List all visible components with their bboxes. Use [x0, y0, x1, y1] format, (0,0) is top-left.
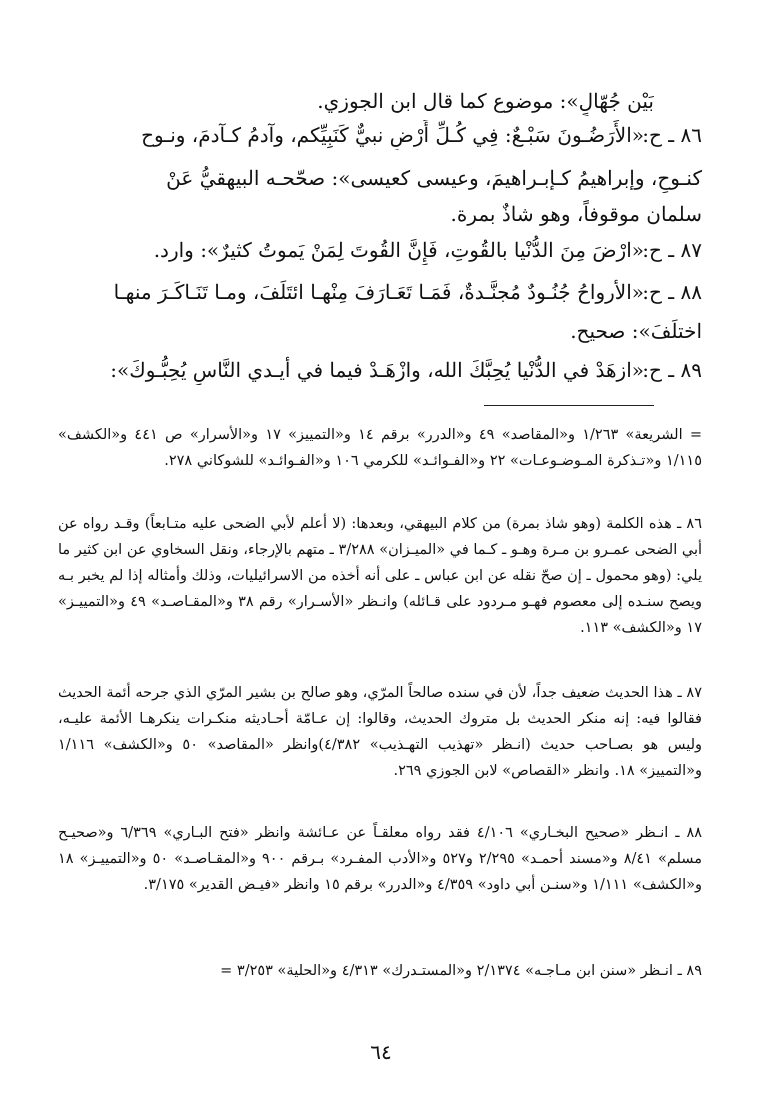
entry-87-line-1: «ارْضَ مِنَ الدُّنْيا بالقُوتِ، فَإِنَّ القُوتَ لِمَنْ يَموتُ كثيرٌ»: وارد. [153, 238, 644, 262]
entry-86-line-1: «الأَرَضُـونَ سَبْـعٌ: فِي كُـلِّ أَرْضٍ نبيٌّ كَنَبِيِّكم، وآدمُ كـآدمَ، ونـوح [141, 123, 644, 147]
footnote-87: ٨٧ ـ هذا الحديث ضعيف جداً، لأن في سنده صالحاً المرّي، وهو صالح بن بشير المرّي الذي جرحه أئمة الحديث فقالوا فيه: إنه منكر الحديث بل متروك الحديث، وقالوا: إن عـامّة أحـاديثه منكـرات ينكرهـا الأئمة عليـه، وليس هو بصـاحب حديث (انـظر «تهذيب التهـذيب» ٤/٣٨٢)وانظر «المقاصد» ٥٠ و«الكشف» ١/١١٦ و«التمييز» ١٨. وانظر «القصاص» لابن الجوزي ٢٦٩. [58, 685, 702, 779]
entry-89-number: ٨٩ ـ ح: [642, 358, 702, 382]
entry-89-line-1: «ازهَدْ في الدُّنْيا يُحِبَّكَ الله، وازْهَـدْ فيما في أيـدي النَّاسِ يُحِبُّـوكَ»: [110, 358, 644, 382]
footnote-89: ٨٩ ـ انـظر «سنن ابن مـاجـه» ٢/١٣٧٤ و«المستـدرك» ٤/٣١٣ و«الحلية» ٣/٢٥٣ = [220, 963, 702, 979]
entry-88-number: ٨٨ ـ ح: [642, 280, 702, 304]
footnote-88: ٨٨ ـ انـظر «صحيح البخـاري» ٤/١٠٦ فقد رواه معلقـاً عن عـائشة وانظر «فتح البـاري» ٦/٣٦٩ و«صحيـح مسلم» ٨/٤١ و«مسند أحمـد» ٢/٢٩٥ و٥٢٧ و«الأدب المفـرد» بـرقم ٩٠٠ و«المقـاصـد» ٥٠ و«التمييـز» ١٨ و«الكشف» ١/١١١ و«سنـن أبي داود» ٤/٣٥٩ و«الدرر» برقم ١٥ وانظر «فيـض القدير» ٣/١٧٥. [58, 825, 703, 893]
main-continuation-line: بَيْن جُهّالٍ»: موضوع كما قال ابن الجوزي. [317, 89, 654, 113]
entry-86-number: ٨٦ ـ ح: [642, 123, 702, 147]
footnote-separator [484, 405, 654, 406]
entry-86-line-3: سلمان موقوفاً، وهو شاذٌ بمرة. [450, 202, 702, 226]
footnote-continuation: = الشريعة» ١/٢٦٣ و«المقاصد» ٤٩ و«الدرر» برقم ١٤ و«التمييز» ١٧ و«الأسرار» ص ٤٤١ و«الكشف» ١/١١٥ و«تـذكرة المـوضـوعـات» ٢٢ و«الفـوائـد» للكرمي ١٠٦ و«الفـوائـد» للشوكاني ٢٧٨. [58, 427, 702, 469]
footnote-86: ٨٦ ـ هذه الكلمة (وهو شاذ بمرة) من كلام البيهقي، وبعدها: (لا أعلم لأبي الضحى عليه متـابعاً) وقـد رواه عن أبي الضحى عمـرو بن مـرة وهـو ـ كـما في «الميـزان» ٣/٢٨٨ ـ متهم بالإرجاء، ونقل السخاوي عن ابن كثير ما يلي: (وهو محمول ـ إن صحّ نقله عن ابن عباس ـ على أنه أخذه من الاسرائيليات، وذلك وأمثاله إذا لم يخبر بـه ويصح سنـده إلى معصوم فهـو مـردود على قـائله) وانـظر «الأسـرار» رقم ٣٨ و«المقـاصـد» ٤٩ و«التمييـز» ١٧ و«الكشف» ١١٣. [58, 516, 703, 636]
page-number: ٦٤ [370, 1040, 392, 1064]
entry-86-line-2: كنـوحٍ، وإبراهيمُ كـإبـراهيمَ، وعيسى كعيسى»: صحّحـه البيهقيُّ عَنْ [166, 166, 702, 190]
entry-87-number: ٨٧ ـ ح: [642, 238, 702, 262]
entry-88-line-2: اختلَفَ»: صحيح. [570, 319, 702, 343]
entry-88-line-1: «الأرواحُ جُنُـودٌ مُجنَّـدةٌ، فَمَـا تَعَـارَفَ مِنْهـا ائتَلَفَ، ومـا تَنَـاكَـرَ منهـا [113, 280, 644, 304]
